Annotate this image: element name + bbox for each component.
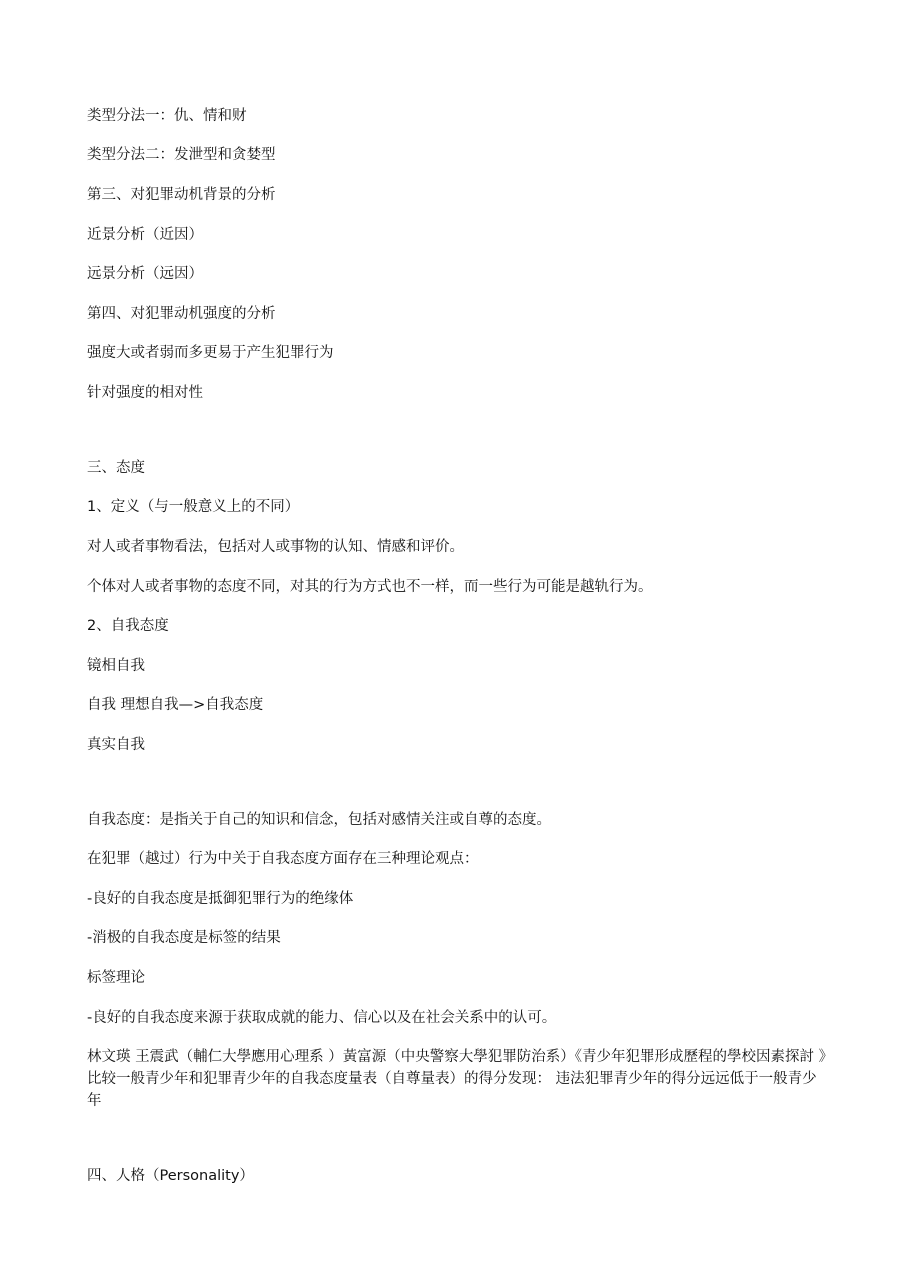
section-heading: 第三、对犯罪动机背景的分析 (87, 187, 276, 203)
subsection-heading: 2、自我态度 (87, 618, 169, 634)
text-line: 自我态度：是指关于自己的知识和信念，包括对感情关注或自尊的态度。 (87, 812, 551, 828)
subsection-heading: 1、定义（与一般意义上的不同） (87, 499, 300, 515)
text-line: 远景分析（远因） (87, 266, 203, 282)
section-heading: 四、人格（Personality） (87, 1168, 254, 1184)
text-line: 强度大或者弱而多更易于产生犯罪行为 (87, 345, 334, 361)
section-heading: 三、态度 (87, 460, 145, 476)
text-line: 个体对人或者事物的态度不同，对其的行为方式也不一样，而一些行为可能是越轨行为。 (87, 579, 653, 595)
section-heading: 第四、对犯罪动机强度的分析 (87, 306, 276, 322)
text-line: -消极的自我态度是标签的结果 (87, 930, 281, 946)
text-line: 标签理论 (87, 970, 145, 986)
text-line: 真实自我 (87, 737, 145, 753)
text-line: 近景分析（近因） (87, 227, 203, 243)
text-line: 类型分法二：发泄型和贪婪型 (87, 147, 276, 163)
text-line: 在犯罪（越过）行为中关于自我态度方面存在三种理论观点： (87, 851, 479, 867)
text-line: 镜相自我 (87, 658, 145, 674)
text-line: -良好的自我态度是抵御犯罪行为的绝缘体 (87, 891, 354, 907)
citation-paragraph: 林文瑛 王震武（輔仁大學應用心理系 ）黃富源（中央警察大學犯罪防治系）《青少年犯罪形成歷程的學校因素探討 》比较一般青少年和犯罪青少年的自我态度量表（自尊量表）的得分发现： 违法犯罪青少年的得分远远低于一般青少年 (87, 1049, 826, 1109)
text-line: 对人或者事物看法，包括对人或事物的认知、情感和评价。 (87, 539, 464, 555)
text-line: 类型分法一：仇、情和财 (87, 108, 247, 124)
text-line: 针对强度的相对性 (87, 385, 203, 401)
text-line: 自我 理想自我—>自我态度 (87, 697, 264, 713)
text-line: -良好的自我态度来源于获取成就的能力、信心以及在社会关系中的认可。 (87, 1010, 557, 1026)
